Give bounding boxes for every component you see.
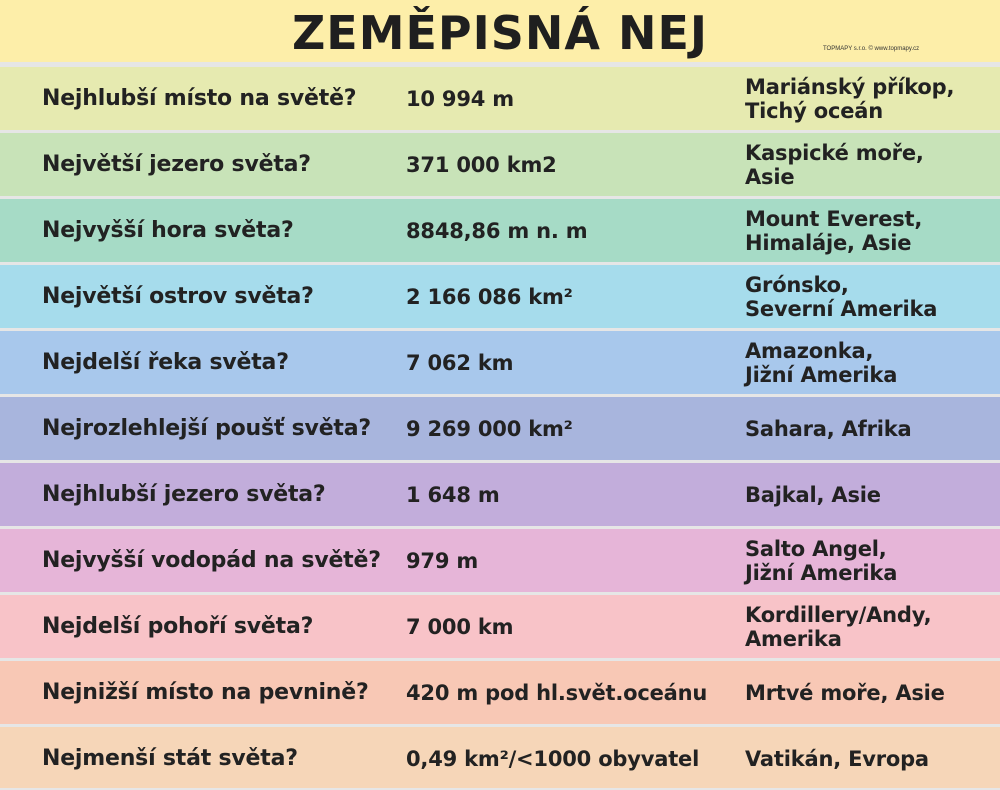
fact-answer <box>745 397 997 460</box>
fact-answer-line: Bajkal, Asie <box>745 482 881 507</box>
fact-question: Nejdelší řeka světa? <box>42 350 289 375</box>
fact-row <box>0 265 1000 328</box>
fact-answer-line: Kaspické moře, <box>745 140 924 165</box>
fact-answer <box>745 595 997 658</box>
fact-answer <box>745 331 997 394</box>
fact-answer-line: Asie <box>745 164 795 189</box>
fact-question: Nejmenší stát světa? <box>42 746 298 771</box>
fact-question: Nejnižší místo na pevnině? <box>42 680 369 705</box>
fact-answer-line: Amazonka, <box>745 338 874 363</box>
fact-value: 1 648 m <box>406 482 500 507</box>
fact-answer <box>745 661 997 724</box>
fact-row <box>0 67 1000 130</box>
fact-row <box>0 661 1000 724</box>
fact-value: 420 m pod hl.svět.oceánu <box>406 680 708 705</box>
fact-answer <box>745 529 997 592</box>
fact-question: Nejvyšší vodopád na světě? <box>42 548 381 573</box>
fact-answer-line: Amerika <box>745 626 842 651</box>
fact-answer <box>745 463 997 526</box>
fact-answer <box>745 265 997 328</box>
fact-answer <box>745 199 997 262</box>
fact-row <box>0 727 1000 788</box>
fact-row <box>0 199 1000 262</box>
fact-answer-lines <box>745 339 897 387</box>
fact-answer-line: Mount Everest, <box>745 206 923 231</box>
fact-answer-line: Salto Angel, <box>745 536 887 561</box>
fact-answer-lines <box>745 141 924 189</box>
fact-question: Nejhlubší místo na světě? <box>42 86 357 111</box>
fact-row <box>0 397 1000 460</box>
fact-value: 371 000 km2 <box>406 152 557 177</box>
fact-value: 7 000 km <box>406 614 514 639</box>
fact-answer-lines <box>745 75 954 123</box>
fact-row <box>0 133 1000 196</box>
fact-answer-lines <box>745 681 945 705</box>
fact-answer-line: Severní Amerika <box>745 296 938 321</box>
header-band <box>0 0 1000 62</box>
fact-row <box>0 595 1000 658</box>
fact-value: 9 269 000 km² <box>406 416 573 441</box>
fact-answer-line: Mrtvé moře, Asie <box>745 680 945 705</box>
fact-question: Nejrozlehlejší poušť světa? <box>42 416 371 441</box>
fact-question: Nejhlubší jezero světa? <box>42 482 326 507</box>
fact-answer <box>745 133 997 196</box>
fact-value: 8848,86 m n. m <box>406 218 588 243</box>
fact-question: Největší ostrov světa? <box>42 284 314 309</box>
fact-value: 2 166 086 km² <box>406 284 573 309</box>
fact-value: 10 994 m <box>406 86 514 111</box>
fact-answer-lines <box>745 417 912 441</box>
fact-answer-line: Sahara, Afrika <box>745 416 912 441</box>
fact-question: Největší jezero světa? <box>42 152 311 177</box>
fact-question: Nejdelší pohoří světa? <box>42 614 314 639</box>
fact-answer <box>745 67 997 130</box>
fact-answer-line: Vatikán, Evropa <box>745 746 929 771</box>
poster-title: ZEMĚPISNÁ NEJ <box>291 6 709 60</box>
fact-answer-lines <box>745 537 897 585</box>
fact-answer-lines <box>745 483 881 507</box>
fact-row <box>0 463 1000 526</box>
fact-answer-lines <box>745 603 931 651</box>
fact-answer-line: Himaláje, Asie <box>745 230 912 255</box>
fact-answer-lines <box>745 273 937 321</box>
fact-answer-line: Grónsko, <box>745 272 849 297</box>
publisher-credit: TOPMAPY s.r.o. © www.topmapy.cz <box>823 46 920 52</box>
fact-value: 7 062 km <box>406 350 514 375</box>
fact-value: 0,49 km²/<1000 obyvatel <box>406 746 700 771</box>
fact-row <box>0 529 1000 592</box>
fact-answer-line: Jižní Amerika <box>745 362 898 387</box>
fact-answer-lines <box>745 207 922 255</box>
fact-answer-line: Tichý oceán <box>745 98 883 123</box>
fact-row <box>0 331 1000 394</box>
fact-question: Nejvyšší hora světa? <box>42 218 294 243</box>
fact-value: 979 m <box>406 548 479 573</box>
fact-answer-line: Kordillery/Andy, <box>745 602 932 627</box>
fact-answer-line: Jižní Amerika <box>745 560 898 585</box>
fact-answer-line: Mariánský příkop, <box>745 74 955 99</box>
fact-answer <box>745 727 997 790</box>
fact-answer-lines <box>745 747 929 771</box>
